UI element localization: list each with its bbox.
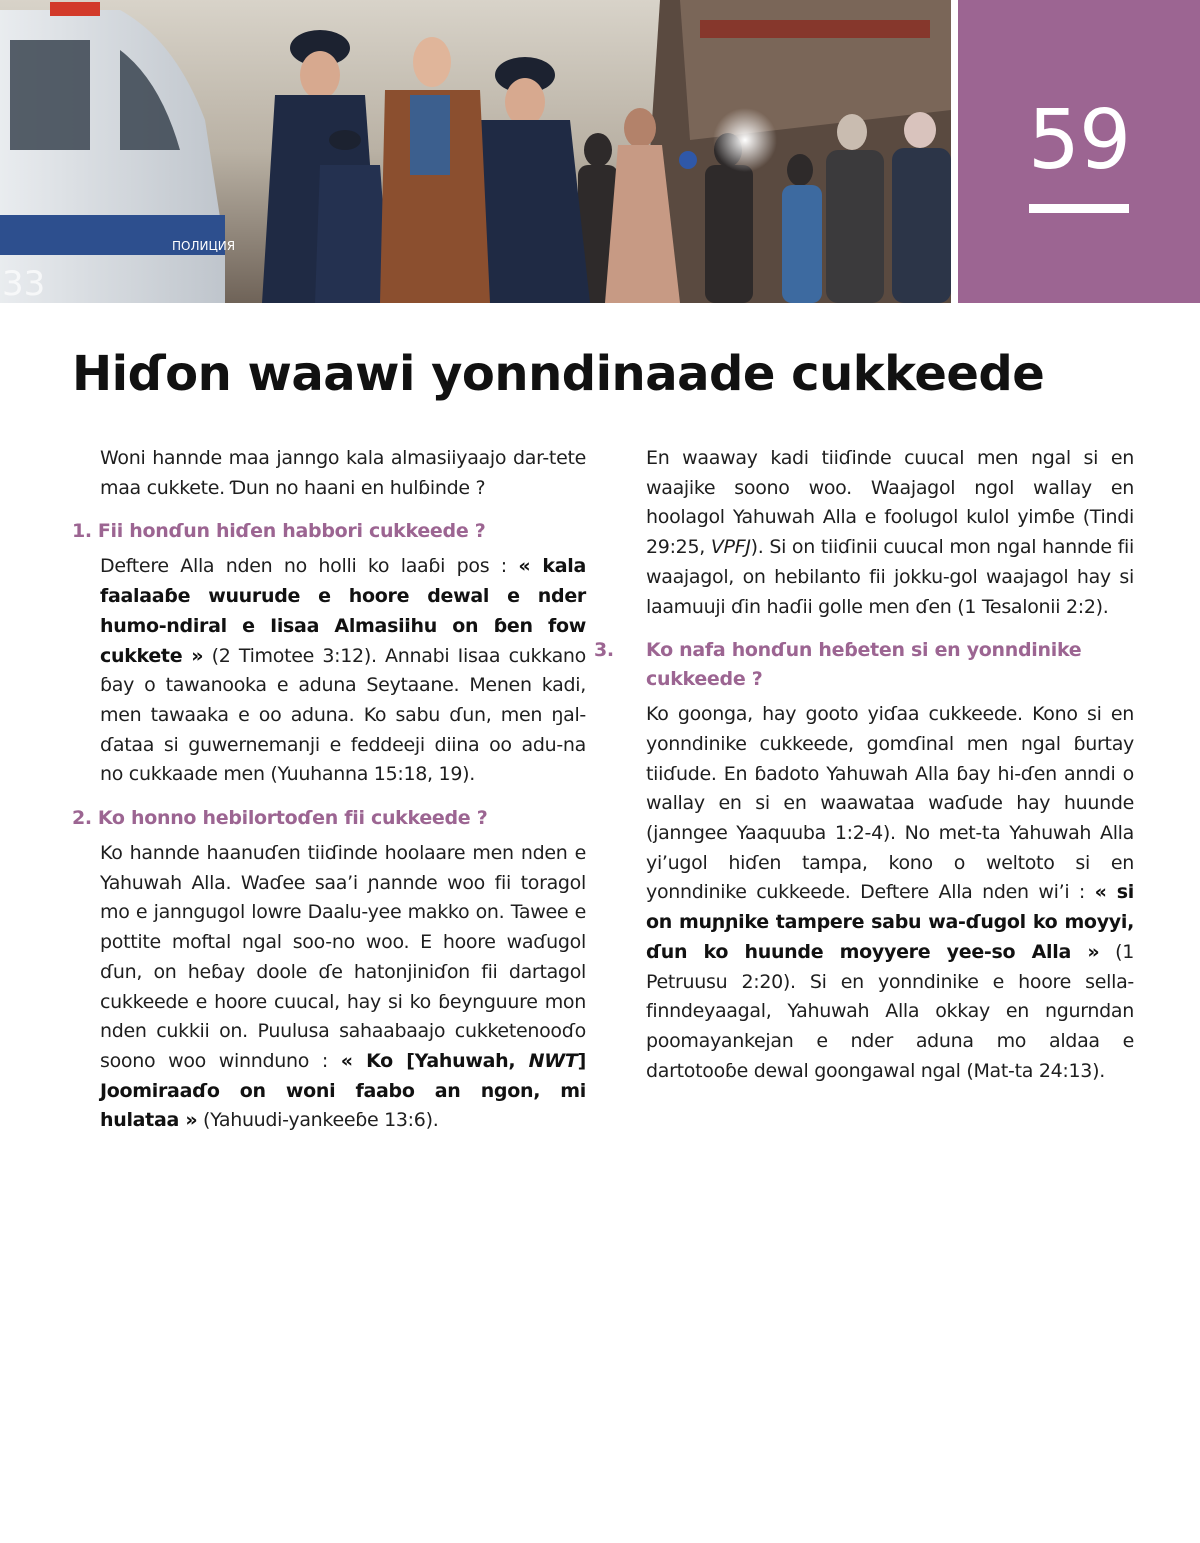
page-title: Hiɗon waawi yonndinaade cukkeede	[72, 346, 1045, 402]
question-2-heading	[72, 804, 586, 833]
answer-2-quote-b: ] Joomiraaɗo on woni faabo an ngon, mi hulataa »	[100, 1049, 586, 1132]
question-1-text: Fii honɗun hiɗen habbori cukkeede ?	[97, 520, 486, 543]
answer-3-quote: « si on muɲɲike tampere sabu wa-ɗugol ko moyyi, ɗun ko huunde moyyere yee-so Alla »	[646, 881, 1135, 963]
answer-1-text-b: (2 Timotee 3:12). Annabi Iisaa cukkano ɓay o tawanooka e aduna Seytaane. Menen kadi, men tawaaka e oo aduna. Ko sabu ɗun, men ŋal-ɗataa si guwernemanji e feddeeji diina oo adu-na no cukkaade men (Yuuhanna 15:18, 19).	[100, 644, 586, 786]
answer-1-text-a: Deftere Alla nden no holli ko laaɓi pos :	[100, 555, 519, 578]
left-column	[72, 444, 586, 1136]
question-1-number: 1.	[72, 520, 92, 543]
answer-1-paragraph	[100, 552, 586, 790]
van-number: 33	[2, 264, 46, 303]
lesson-number-box	[958, 0, 1200, 303]
answer-1-quote: « kala faalaaɓe wuurude e hoore dewal e nder humo-ndiral e Iisaa Almasiihu on ɓen fow cukkete »	[100, 555, 586, 667]
question-3-number: 3.	[594, 639, 614, 662]
answer-2-text-a: Ko hannde haanuɗen tiiɗinde hoolaare men nden e Yahuwah Alla. Waɗee saa’i ɲannde woo fii toragol mo e janngugol lowre Daalu-yee makko on. Tawee e pottite moftal ngal soo-no woo. E hoore waɗugol ɗun, on heɓay doole ɗe hatonjiniɗon fii dartagol cukkeede e hoore cuucal, hay si ko ɓeynguure mon nden cukkii on. Puulusa sahaabaajo cukketenooɗo soono woo winnduno :	[100, 842, 586, 1072]
van-signage: ПОЛИЦИЯ	[172, 239, 236, 253]
question-2-number: 2.	[72, 807, 92, 830]
question-3-text: Ko nafa honɗun heɓeten si en yonndinike cukkeede ?	[646, 639, 1082, 691]
answer-3-text-a: Ko goonga, hay gooto yiɗaa cukkeede. Kono si en yonndinike cukkeede, gomɗinal men ngal ɓurtay tiiɗude. En ɓadoto Yahuwah Alla ɓay hi-ɗen anndi o wallay en si en waawataa waɗude hay huunde (janngee Yaaquuba 1:2-4). No met-ta Yahuwah Alla yi’ugol hiɗen tampa, kono o weltoto si en yonndinike cukkeede. Deftere Alla nden wi’i :	[646, 703, 1134, 904]
continued-italic: VPFJ	[710, 536, 751, 559]
continued-text-b: ). Si on tiiɗinii cuucal mon ngal hannde fii waajagol, on hebilanto fii jokku-gol waajagol hay si laamuuji ɗin haɗii golle men ɗen (1 Tesalonii 2:2).	[646, 536, 1134, 618]
answer-2-quote-italic: NWT	[528, 1049, 578, 1072]
answer-2-text-b: (Yahuudi-yankeeɓe 13:6).	[197, 1109, 439, 1132]
answer-3-text-b: (1 Petruusu 2:20). Si en yonndinike e hoore sella-finndeyaagal, Yahuwah Alla okkay en ngurndan poomayankejan e nder aduna mo aldaa e dartotooɓe dewal goongawal ngal (Mat-ta 24:13).	[646, 940, 1134, 1082]
answer-3-paragraph	[646, 700, 1134, 1086]
number-underline	[1029, 204, 1129, 213]
question-3-heading	[594, 636, 1134, 694]
intro-paragraph: Woni hannde maa janngo kala almasiiyaajo dar-tete maa cukkete. Ɗun no haani en hulɓinde ?	[100, 447, 586, 499]
continued-text-a: En waaway kadi tiiɗinde cuucal men ngal si en waajike soono woo. Waajagol ngol wallay en hoolagol Yahuwah Alla e foolugol kulol yimɓe (Tindi 29:25,	[646, 447, 1134, 559]
camera-flash	[713, 108, 777, 172]
question-2-text: Ko honno hebilortoɗen fii cukkeede ?	[97, 807, 488, 830]
answer-2-quote-a: « Ko [Yahuwah,	[340, 1049, 529, 1072]
right-column	[594, 444, 1135, 1086]
lesson-number: 59	[1027, 93, 1131, 188]
answer-2-paragraph	[100, 839, 586, 1136]
question-1-heading	[72, 517, 586, 546]
header-photo	[0, 0, 951, 303]
answer-2-continued	[646, 444, 1134, 622]
police-escort-scene	[0, 0, 951, 303]
